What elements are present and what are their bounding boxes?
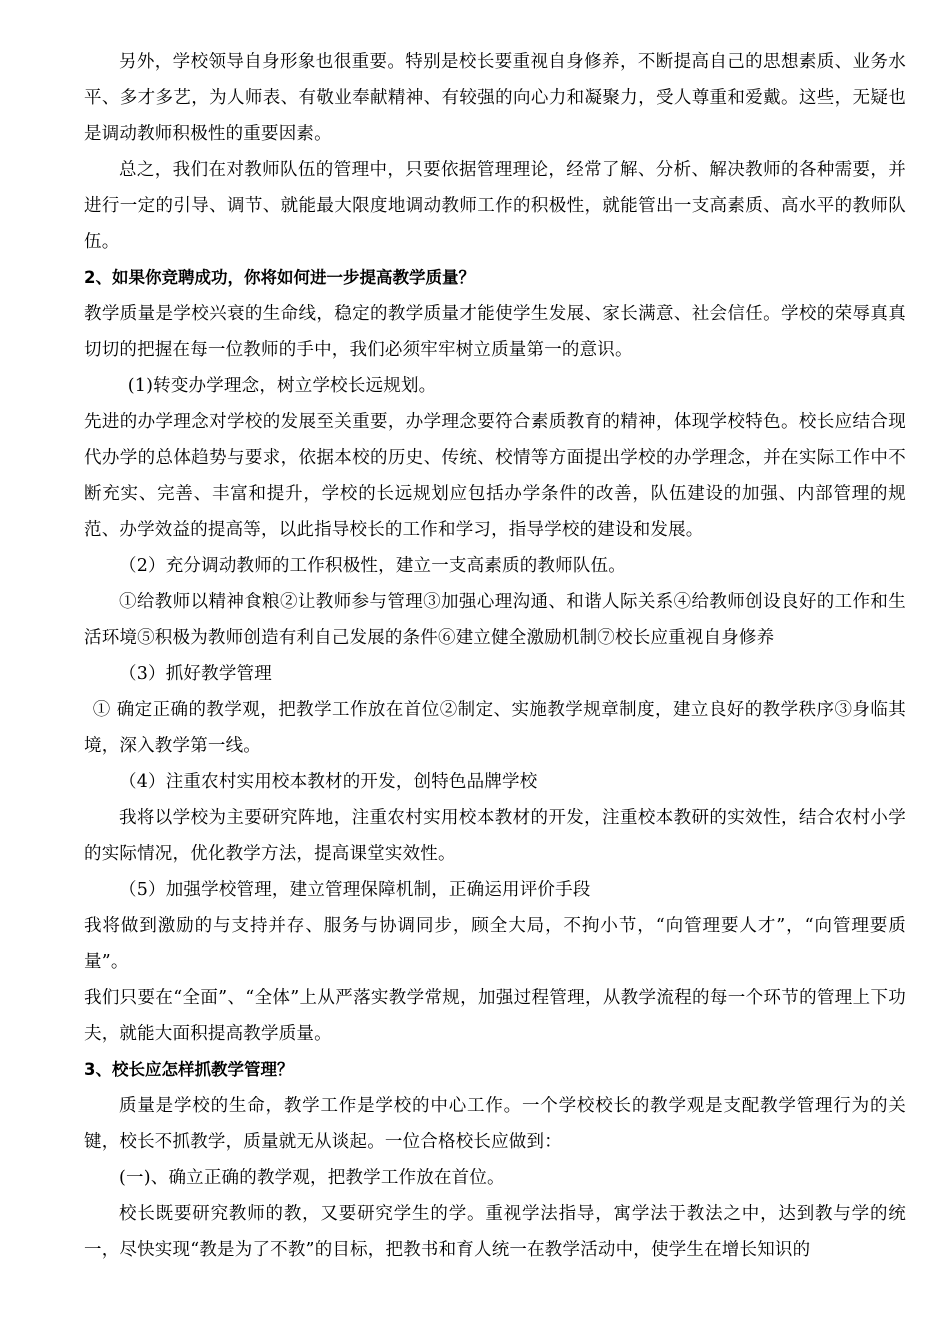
body-paragraph: (1)转变办学理念，树立学校长远规划。 bbox=[127, 376, 437, 396]
body-paragraph: (一)、确立正确的教学观，把教学工作放在首位。 bbox=[119, 1168, 505, 1188]
body-paragraph: ① 确定正确的教学观，把教学工作放在首位②制定、实施教学规章制度，建立良好的教学秩序③身临其境，深入教学第一线。 bbox=[84, 700, 906, 756]
body-paragraph: ①给教师以精神食粮②让教师参与管理③加强心理沟通、和谐人际关系④给教师创设良好的工作和生活环境⑤积极为教师创造有利自己发展的条件⑥建立健全激励机制⑦校长应重视自身修养 bbox=[84, 592, 906, 648]
section-heading: 3、校长应怎样抓教学管理？ bbox=[84, 1060, 294, 1079]
document-page bbox=[84, 44, 906, 1268]
body-paragraph: 教学质量是学校兴衰的生命线，稳定的教学质量才能使学生发展、家长满意、社会信任。学校的荣辱真真切切的把握在每一位教师的手中，我们必须牢牢树立质量第一的意识。 bbox=[84, 304, 906, 360]
body-paragraph: （3）抓好教学管理 bbox=[119, 664, 272, 684]
body-paragraph: 校长既要研究教师的教，又要研究学生的学。重视学法指导，寓学法于教法之中，达到教与学的统一，尽快实现“教是为了不教”的目标，把教书和育人统一在教学活动中，使学生在增长知识的 bbox=[84, 1204, 906, 1260]
body-paragraph: （5）加强学校管理，建立管理保障机制，正确运用评价手段 bbox=[119, 880, 591, 900]
body-paragraph: 另外，学校领导自身形象也很重要。特别是校长要重视自身修养，不断提高自己的思想素质、业务水平、多才多艺，为人师表、有敬业奉献精神、有较强的向心力和凝聚力，受人尊重和爱戴。这些，无疑也是调动教师积极性的重要因素。 bbox=[84, 52, 906, 144]
body-paragraph: 我将做到激励的与支持并存、服务与协调同步，顾全大局，不拘小节，“向管理要人才”，“向管理要质量”。 bbox=[84, 916, 906, 972]
body-paragraph: 先进的办学理念对学校的发展至关重要，办学理念要符合素质教育的精神，体现学校特色。校长应结合现代办学的总体趋势与要求，依据本校的历史、传统、校情等方面提出学校的办学理念，并在实际工作中不断充实、完善、丰富和提升，学校的长远规划应包括办学条件的改善，队伍建设的加强、内部管理的规范、办学效益的提高等，以此指导校长的工作和学习，指导学校的建设和发展。 bbox=[84, 412, 906, 540]
section-heading: 2、如果你竞聘成功，你将如何进一步提高教学质量？ bbox=[84, 268, 475, 287]
body-paragraph: 总之，我们在对教师队伍的管理中，只要依据管理理论，经常了解、分析、解决教师的各种需要，并进行一定的引导、调节、就能最大限度地调动教师工作的积极性，就能管出一支高素质、高水平的教师队伍。 bbox=[84, 160, 906, 252]
body-paragraph: 质量是学校的生命，教学工作是学校的中心工作。一个学校校长的教学观是支配教学管理行为的关键，校长不抓教学，质量就无从谈起。一位合格校长应做到： bbox=[84, 1096, 906, 1152]
body-paragraph: （2）充分调动教师的工作积极性，建立一支高素质的教师队伍。 bbox=[119, 556, 626, 576]
body-paragraph: 我们只要在“全面”、“全体”上从严落实教学常规，加强过程管理，从教学流程的每一个环节的管理上下功夫，就能大面积提高教学质量。 bbox=[84, 988, 906, 1044]
body-paragraph: （4）注重农村实用校本教材的开发，创特色品牌学校 bbox=[119, 772, 538, 792]
body-paragraph: 我将以学校为主要研究阵地，注重农村实用校本教材的开发，注重校本教研的实效性，结合农村小学的实际情况，优化教学方法，提高课堂实效性。 bbox=[84, 808, 906, 864]
